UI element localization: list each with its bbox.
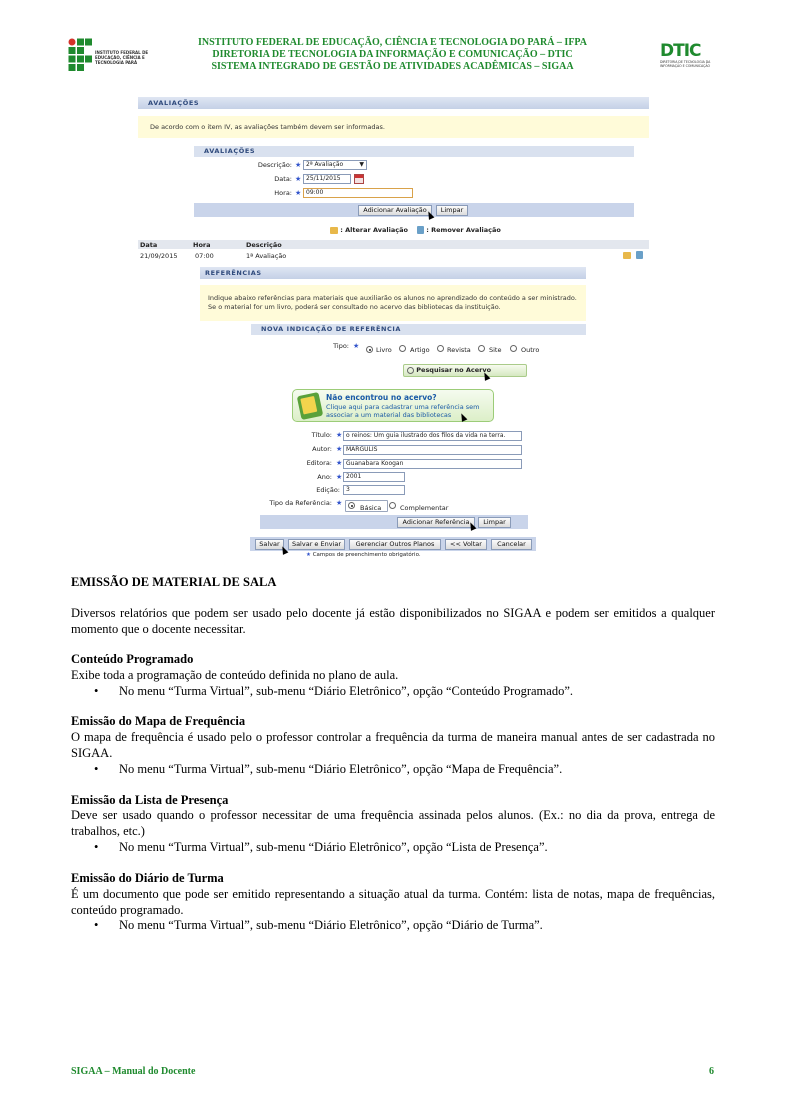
referencia-fields-panel — [260, 428, 528, 529]
required-star: ★ — [295, 161, 302, 169]
avaliacoes-form-title: AVALIAÇÕES — [194, 146, 634, 157]
search-acervo-label: Pesquisar no Acervo — [416, 366, 492, 374]
tipo-artigo-label: Artigo — [410, 346, 430, 354]
item-desc: O mapa de frequência é usado pelo o professor controlar a frequência da turma de maneira manual antes de ser cadastrada no SIGAA. — [71, 730, 715, 760]
nao-encontrou-title: Não encontrou no acervo? — [326, 393, 437, 402]
item-bullet: No menu “Turma Virtual”, sub-menu “Diário Eletrônico”, opção “Lista de Presença”. — [119, 840, 548, 854]
referencias-title: REFERÊNCIAS — [200, 267, 586, 279]
calendar-icon[interactable] — [354, 174, 364, 184]
bullet-icon: • — [94, 762, 99, 776]
descricao-label: Descrição: — [257, 161, 292, 169]
descricao-select[interactable] — [303, 160, 367, 170]
required-note-text: Campos de preenchimento obrigatório. — [312, 552, 421, 558]
legend-remove: : Remover Avaliação — [426, 226, 501, 234]
col-data: Data — [140, 241, 158, 249]
salvar-button[interactable]: Salvar — [255, 539, 284, 550]
tipo-basica-radio[interactable] — [348, 502, 355, 509]
hora-label: Hora: — [274, 189, 292, 197]
col-hora: Hora — [193, 241, 211, 249]
cancelar-button[interactable]: Cancelar — [491, 539, 532, 550]
ifpa-logo-text: INSTITUTO FEDERAL DE EDUCAÇÃO, CIÊNCIA E TECNOLOGIA PARÁ — [95, 50, 149, 65]
item-bullet: No menu “Turma Virtual”, sub-menu “Diário Eletrônico”, opção “Mapa de Frequência”. — [119, 762, 563, 776]
required-star: ★ — [306, 552, 311, 558]
item-title: Emissão da Lista de Presença — [71, 793, 229, 807]
item-bullet: No menu “Turma Virtual”, sub-menu “Diário Eletrônico”, opção “Diário de Turma”. — [119, 918, 543, 932]
tipo-site-radio[interactable] — [478, 345, 485, 352]
clear-avaliacao-button[interactable]: Limpar — [436, 205, 468, 216]
tipo-revista-radio[interactable] — [437, 345, 444, 352]
referencias-panel — [200, 267, 586, 382]
item-title: Emissão do Diário de Turma — [71, 871, 224, 885]
search-acervo-button[interactable] — [403, 364, 527, 377]
required-star: ★ — [336, 459, 343, 467]
item-desc: Deve ser usado quando o professor necessitar de uma frequência assinada pelos alunos. (Ex.: no dia da prova, entrega de trabalhos, etc.) — [71, 808, 715, 838]
required-note — [306, 552, 421, 558]
avaliacoes-note-text: De acordo com o item IV, as avaliações também devem ser informadas. — [150, 123, 385, 131]
hora-input[interactable]: 09:00 — [303, 188, 413, 198]
referencias-note-line1: Indique abaixo referências para materiais que auxiliarão os alunos no aprendizado do conteúdo a ser ministrado. — [208, 294, 577, 302]
required-star: ★ — [295, 189, 302, 197]
avaliacoes-legend — [330, 226, 530, 236]
tipo-outro-label: Outro — [521, 346, 540, 354]
required-star: ★ — [336, 499, 343, 507]
dtic-logo — [660, 42, 716, 72]
action-bar — [250, 537, 536, 561]
data-input[interactable]: 25/11/2015 — [303, 174, 351, 184]
item-title: Conteúdo Programado — [71, 652, 194, 666]
tipo-outro-radio[interactable] — [510, 345, 517, 352]
add-referencia-button[interactable]: Adicionar Referência — [397, 517, 475, 528]
row-data: 21/09/2015 — [140, 252, 178, 260]
edit-icon[interactable] — [623, 252, 631, 259]
header-line-3: SISTEMA INTEGRADO DE GESTÃO DE ATIVIDADES ACADÊMICAS – SIGAA — [211, 61, 574, 72]
clear-referencia-button[interactable]: Limpar — [478, 517, 511, 528]
item-desc: Exibe toda a programação de conteúdo definida no plano de aula. — [71, 668, 399, 682]
page-number: 6 — [709, 1066, 714, 1077]
ano-input[interactable]: 2001 — [343, 472, 405, 482]
autor-input[interactable]: MARGULIS — [343, 445, 522, 455]
autor-label: Autor: — [312, 445, 332, 453]
footer-title: SIGAA – Manual do Docente — [71, 1066, 196, 1077]
nova-referencia-form — [251, 324, 586, 382]
tipo-label: Tipo: — [333, 342, 349, 350]
tipo-revista-label: Revista — [447, 346, 471, 354]
tipo-complementar-label: Complementar — [400, 504, 449, 512]
intro-paragraph: Diversos relatórios que podem ser usado pelo docente já estão disponibilizados no SIGAA e podem ser emitidos a qualquer momento que o docente necessitar. — [71, 606, 715, 636]
tipo-site-label: Site — [489, 346, 502, 354]
ifpa-logo — [67, 38, 157, 72]
edit-icon — [330, 227, 338, 234]
editora-label: Editora: — [306, 459, 332, 467]
edicao-label: Edição: — [316, 486, 340, 494]
chevron-down-icon: ▼ — [359, 161, 364, 168]
tipo-complementar-radio[interactable] — [389, 502, 396, 509]
required-star: ★ — [336, 431, 343, 439]
item-bullet: No menu “Turma Virtual”, sub-menu “Diário Eletrônico”, opção “Conteúdo Programado”. — [119, 684, 573, 698]
descricao-value: 2ª Avaliação — [306, 161, 344, 168]
gerenciar-planos-button[interactable]: Gerenciar Outros Planos — [349, 539, 441, 550]
item-desc: É um documento que pode ser emitido representando a situação atual da turma. Contém: lista de notas, mapa de frequências, conteúdo programado. — [71, 887, 715, 917]
tipo-artigo-radio[interactable] — [399, 345, 406, 352]
book-icon — [297, 392, 324, 420]
avaliacoes-panel — [138, 97, 649, 265]
section-title: EMISSÃO DE MATERIAL DE SALA — [71, 575, 277, 589]
referencias-note-line2: Se o material for um livro, poderá ser consultado no acervo das bibliotecas da instituição. — [208, 303, 501, 311]
add-avaliacao-button[interactable]: Adicionar Avaliação — [358, 205, 432, 216]
row-descricao: 1ª Avaliação — [246, 252, 287, 260]
avaliacoes-form — [194, 146, 634, 220]
tipo-livro-radio[interactable] — [366, 346, 373, 353]
search-icon — [407, 367, 414, 374]
bullet-icon: • — [94, 918, 99, 932]
titulo-input[interactable]: o reinos: Um guia ilustrado dos filos da vida na terra. — [343, 431, 522, 441]
nao-encontrou-box[interactable] — [292, 389, 494, 422]
item-title: Emissão do Mapa de Frequência — [71, 714, 246, 728]
bullet-icon: • — [94, 684, 99, 698]
dtic-logo-sub: DIRETORIA DE TECNOLOGIA DA INFORMAÇÃO E COMUNICAÇÃO — [660, 60, 711, 68]
nao-encontrou-line2[interactable]: associar a um material das bibliotecas — [326, 411, 452, 419]
header-line-1: INSTITUTO FEDERAL DE EDUCAÇÃO, CIÊNCIA E TECNOLOGIA DO PARÁ – IFPA — [197, 37, 588, 48]
nao-encontrou-line1[interactable]: Clique aqui para cadastrar uma referência sem — [326, 403, 480, 411]
required-star: ★ — [336, 473, 343, 481]
mouse-cursor-icon — [459, 412, 468, 422]
institution-header — [170, 37, 615, 73]
salvar-enviar-button[interactable]: Salvar e Enviar — [288, 539, 345, 550]
required-star: ★ — [336, 445, 343, 453]
table-row — [138, 250, 649, 261]
row-hora: 07:00 — [195, 252, 214, 260]
editora-input[interactable]: Guanabara Koogan — [343, 459, 522, 469]
edicao-input[interactable]: 3 — [343, 485, 405, 495]
bullet-icon: • — [94, 840, 99, 854]
nova-referencia-title: NOVA INDICAÇÃO DE REFERÊNCIA — [251, 324, 586, 335]
avaliacoes-note — [138, 116, 649, 138]
avaliacoes-table-header — [138, 240, 649, 249]
legend-alter: : Alterar Avaliação — [340, 226, 408, 234]
header-line-2: DIRETORIA DE TECNOLOGIA DA INFORMAÇÃO E COMUNICAÇÃO – DTIC — [212, 49, 573, 60]
referencias-note — [200, 285, 586, 321]
tipo-basica-label: Básica — [360, 504, 382, 512]
ano-label: Ano: — [317, 473, 332, 481]
col-descricao: Descrição — [246, 241, 282, 249]
titulo-label: Título: — [311, 431, 332, 439]
required-star: ★ — [353, 342, 360, 350]
tipo-referencia-label: Tipo da Referência: — [269, 499, 332, 507]
voltar-button[interactable]: << Voltar — [445, 539, 487, 550]
trash-icon — [417, 226, 424, 234]
required-star: ★ — [295, 175, 302, 183]
avaliacoes-title: AVALIAÇÕES — [138, 97, 649, 109]
data-label: Data: — [274, 175, 292, 183]
dtic-logo-text: DTIC — [660, 41, 701, 61]
trash-icon[interactable] — [636, 251, 643, 259]
tipo-livro-label: Livro — [376, 346, 392, 354]
